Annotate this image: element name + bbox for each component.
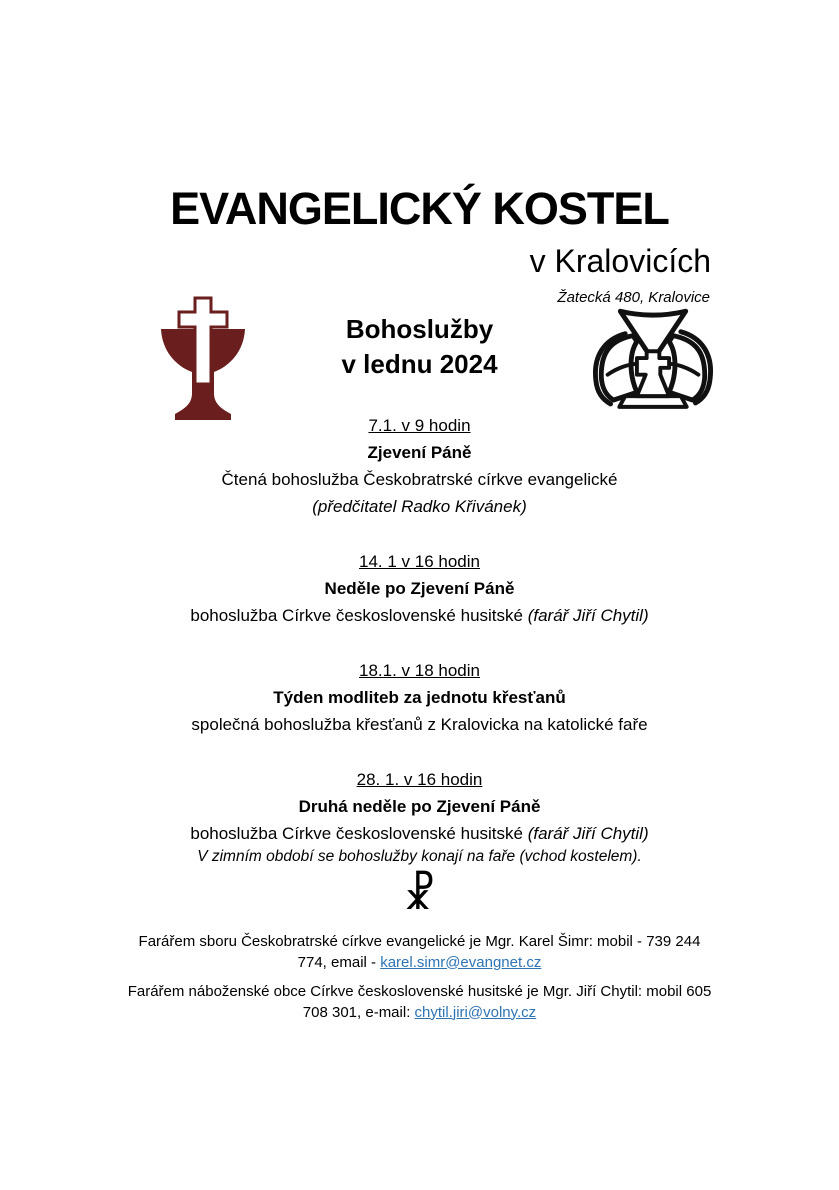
service-name: Druhá neděle po Zjevení Páně [298,797,541,816]
page-subtitle: v Kralovicích [529,243,711,279]
service-entry-3 [0,657,839,738]
service-entry-2 [0,548,839,629]
service-presider-note: (farář Jiří Chytil) [527,606,649,625]
contact-section [0,932,839,1032]
winter-location-note: V zimním období se bohoslužby konají na faře (vchod kostelem). [197,848,642,865]
page-title: EVANGELICKÝ KOSTEL [170,183,669,234]
schedule-heading-line2: v lednu 2024 [341,349,498,379]
contact-evangelical [125,932,715,973]
contact-hussite-text: Farářem náboženské obce Církve československé husitské je Mgr. Jiří Chytil: mobil 605 708 301, e-mail: [127,983,712,1021]
service-entry-4 [0,766,839,847]
service-datetime: 14. 1 v 16 hodin [359,552,480,571]
service-datetime: 7.1. v 9 hodin [368,416,471,435]
service-description: Čtená bohoslužba Českobratrské církve evangelické [221,470,618,489]
service-description: společná bohoslužba křesťanů z Kralovicka na katolické faře [191,715,648,734]
service-name: Neděle po Zjevení Páně [324,579,515,598]
service-name: Zjevení Páně [367,443,472,462]
chi-rho-icon: ☧ [403,870,436,919]
service-description: bohoslužba Církve československé husitské (farář Jiří Chytil) [190,606,649,625]
service-name: Týden modliteb za jednotu křesťanů [273,688,566,707]
service-description: bohoslužba Církve československé husitské (farář Jiří Chytil) [190,824,649,843]
address-line: Žatecká 480, Kralovice [557,289,710,306]
service-presider-note: (předčitatel Radko Křivánek) [312,497,527,516]
service-presider-note: (farář Jiří Chytil) [527,824,649,843]
service-datetime: 18.1. v 18 hodin [359,661,480,680]
service-list [0,412,839,875]
email-link-evangelical[interactable]: karel.simr@evangnet.cz [380,953,542,971]
email-link-hussite[interactable]: chytil.jiri@volny.cz [414,1003,537,1021]
service-entry-1 [0,412,839,520]
contact-evangelical-text: Farářem sboru Českobratrské církve evangelické je Mgr. Karel Šimr: mobil - 739 244 774, email - [138,933,701,971]
service-datetime: 28. 1. v 16 hodin [356,770,483,789]
hussite-emblem-icon [592,306,714,416]
contact-hussite [125,982,715,1023]
schedule-heading-line1: Bohoslužby [345,314,494,344]
